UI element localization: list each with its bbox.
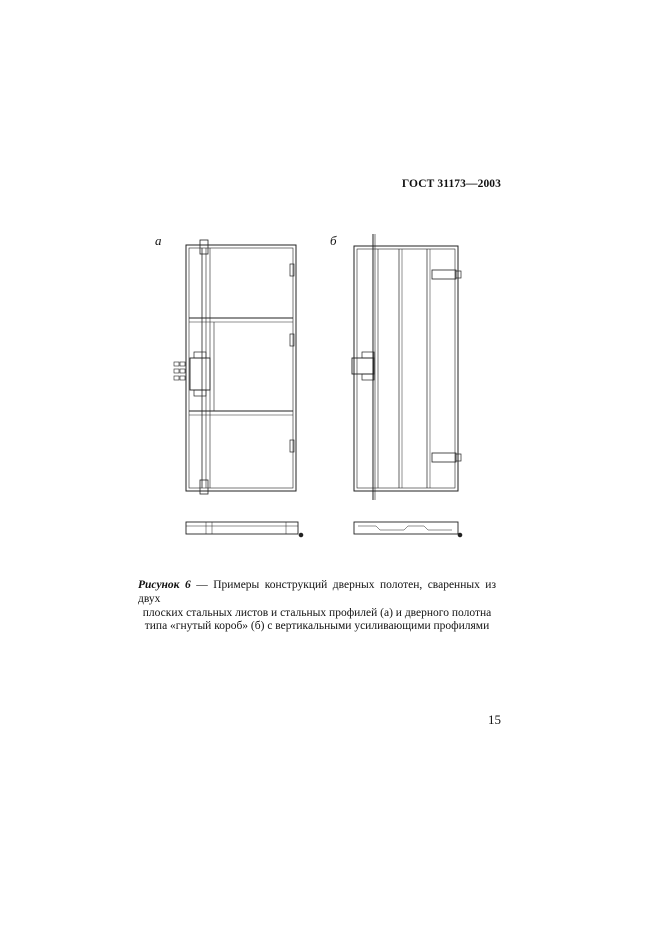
caption-line-2: плоских стальных листов и стальных профилей (а) и дверного полотна <box>142 606 492 619</box>
figure-caption <box>138 579 496 634</box>
caption-line-1: — Примеры конструкций дверных полотен, сваренных из двух <box>138 579 497 605</box>
door-leaf-a-section <box>186 522 303 537</box>
page-number: 15 <box>488 712 501 727</box>
caption-line-3: типа «гнутый короб» (б) с вертикальными усиливающими профилями <box>144 620 490 633</box>
door-leaf-b-elevation <box>352 234 461 500</box>
door-leaf-a-elevation <box>174 240 296 494</box>
figure-label-b: б <box>330 233 337 248</box>
caption-lead: Рисунок 6 <box>138 579 191 591</box>
figure-label-a: а <box>155 233 162 248</box>
door-leaf-b-section <box>354 522 462 537</box>
document-code: ГОСТ 31173—2003 <box>401 178 501 190</box>
